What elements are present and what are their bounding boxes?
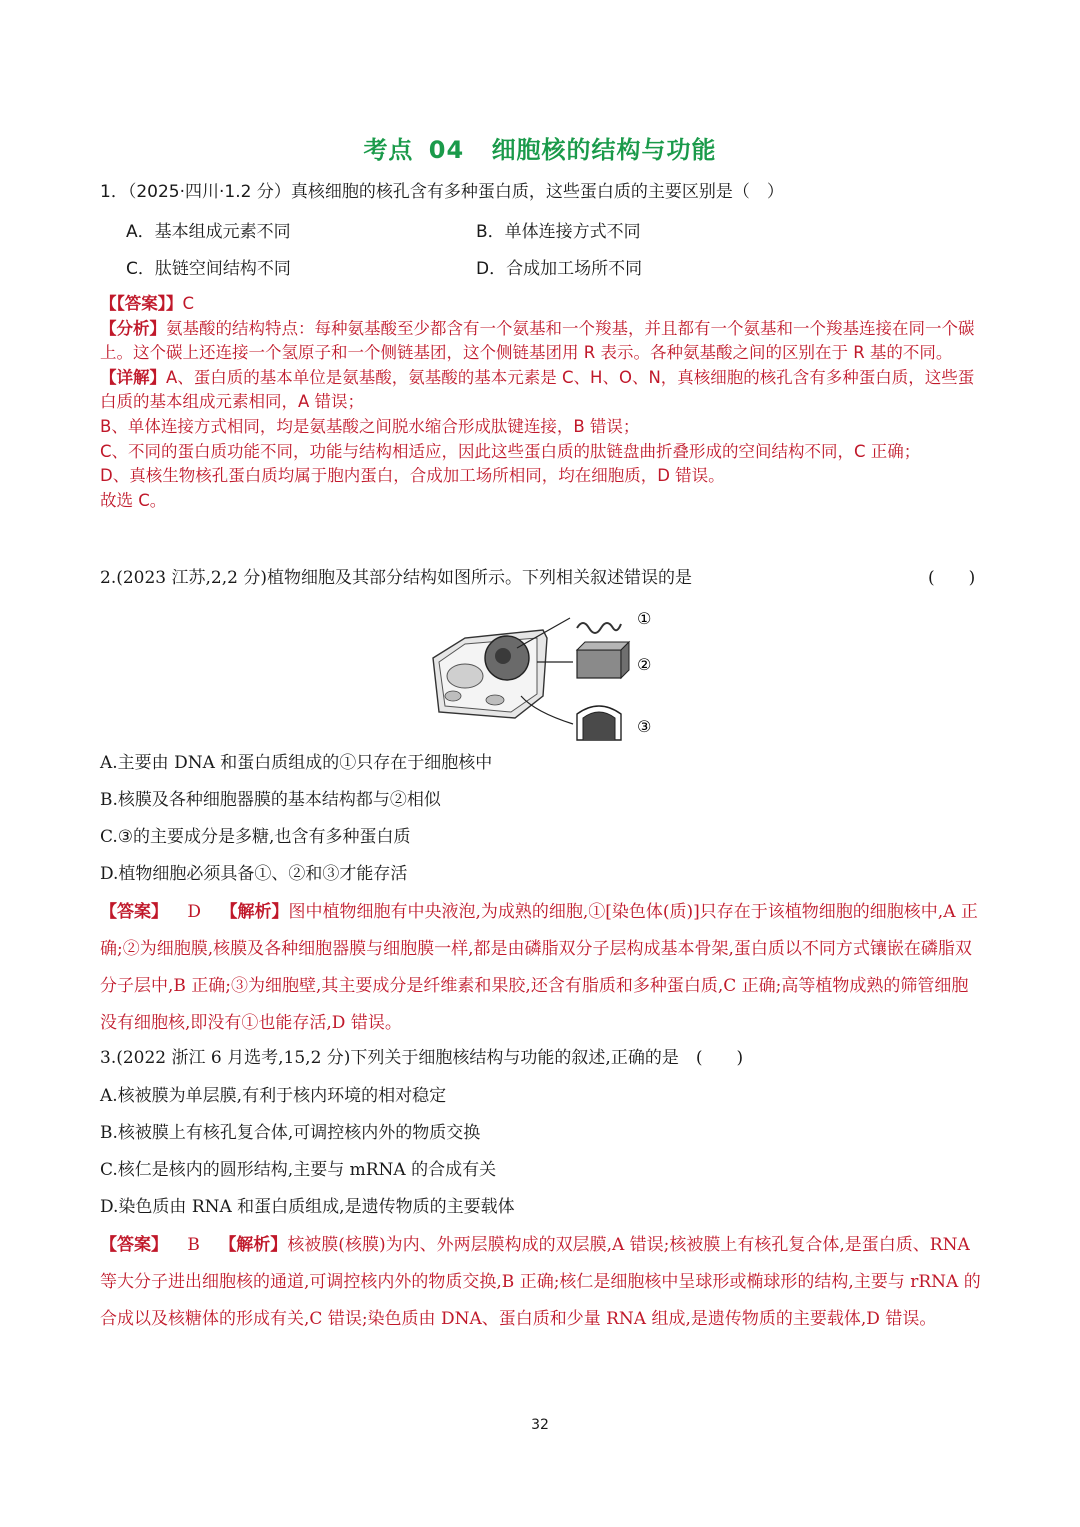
- q2-stem-text: 2.(2023 江苏,2,2 分)植物细胞及其部分结构如图所示。下列相关叙述错误的是: [100, 568, 692, 588]
- title-prefix: 考点: [363, 136, 414, 164]
- membrane-top: [577, 642, 629, 650]
- q3-answer-label: 【答案】: [100, 1235, 168, 1255]
- q2-answer-value: D: [187, 902, 202, 922]
- figure-label-2: ②: [637, 655, 652, 674]
- q2-answer-paren: ( ): [928, 568, 976, 588]
- q1-analysis-text: 氨基酸的结构特点：每种氨基酸至少都含有一个氨基和一个羧基，并且都有一个氨基和一个羧基连接在同一个碳上。这个碳上还连接一个氢原子和一个侧链基团，这个侧链基团用 R 表示。各种氨基酸之间的区别在于 R 基的不同。: [100, 318, 975, 363]
- figure-label-1: ①: [637, 609, 652, 628]
- question-2-options: [100, 745, 492, 893]
- q3-option-a: A.核被膜为单层膜,有利于核内环境的相对稳定: [100, 1086, 447, 1106]
- q1-detail-b: B、单体连接方式相同，均是氨基酸之间脱水缩合形成肽键连接，B 错误；: [100, 416, 640, 436]
- q1-answer-value: C: [182, 294, 195, 313]
- q1-analysis: [100, 317, 984, 366]
- q1-answer-line: [100, 292, 984, 317]
- q1-detail-line-1: [100, 366, 984, 415]
- q1-detail-c: C、不同的蛋白质功能不同，功能与结构相适应，因此这些蛋白质的肽链盘曲折叠形成的空间结构不同，C 正确；: [100, 441, 921, 461]
- q3-option-d: D.染色质由 RNA 和蛋白质组成,是遗传物质的主要载体: [100, 1197, 515, 1217]
- q1-detail-d: D、真核生物核孔蛋白质均属于胞内蛋白，合成加工场所相同，均在细胞质，D 错误。: [100, 466, 725, 486]
- page-number: 32: [531, 1417, 549, 1433]
- q3-answer-value: B: [187, 1235, 200, 1255]
- chloroplast-shape: [445, 691, 461, 701]
- vacuole-shape: [447, 664, 483, 688]
- q1-option-a: A．基本组成元素不同: [126, 222, 291, 242]
- q1-option-b: B．单体连接方式不同: [476, 222, 641, 242]
- q1-analysis-label: 【分析】: [100, 318, 166, 338]
- q3-option-b: B.核被膜上有核孔复合体,可调控核内外的物质交换: [100, 1123, 481, 1143]
- plant-cell-illustration: [425, 600, 665, 745]
- question-3-stem: 3.(2022 浙江 6 月选考,15,2 分)下列关于细胞核结构与功能的叙述,正确的是 ( ): [100, 1048, 744, 1068]
- q3-option-c: C.核仁是核内的圆形结构,主要与 mRNA 的合成有关: [100, 1160, 497, 1180]
- q2-option-b: B.核膜及各种细胞器膜的基本结构都与②相似: [100, 790, 441, 810]
- question-1-solution: [100, 292, 984, 513]
- q2-option-a: A.主要由 DNA 和蛋白质组成的①只存在于细胞核中: [100, 753, 493, 773]
- q2-option-c: C.③的主要成分是多糖,也含有多种蛋白质: [100, 827, 411, 847]
- plant-cell-figure: [425, 600, 665, 745]
- q3-explain-label: 【解析】: [219, 1235, 288, 1255]
- chloroplast-shape: [486, 695, 504, 705]
- q1-option-c: C．肽链空间结构不同: [126, 259, 291, 279]
- question-3-solution: [100, 1227, 984, 1338]
- title-number: 04: [428, 136, 465, 164]
- q2-option-d: D.植物细胞必须具备①、②和③才能存活: [100, 864, 408, 884]
- chromatin-structure: [577, 623, 621, 633]
- question-3-options: [100, 1078, 515, 1226]
- q1-detail-label: 【详解】: [100, 367, 166, 387]
- membrane-structure: [577, 650, 621, 678]
- q1-conclusion: 故选 C。: [100, 490, 167, 510]
- question-1-stem: 1．（2025·四川·1.2 分）真核细胞的核孔含有多种蛋白质，这些蛋白质的主要区别是（ ）: [100, 182, 784, 202]
- question-2-solution: [100, 894, 984, 1042]
- q2-explain-text: 图中植物细胞有中央液泡,为成熟的细胞,①[染色体(质)]只存在于该植物细胞的细胞核中,A 正确;②为细胞膜,核膜及各种细胞器膜与细胞膜一样,都是由磷脂双分子层构成基本骨架,蛋白质以不同方式镶嵌在磷脂双分子层中,B 正确;③为细胞壁,其主要成分是纤维素和果胶,还含有脂质和多种蛋白质,C 正确;高等植物成熟的筛管细胞没有细胞核,即没有①也能存活,D 错误。: [100, 902, 978, 1033]
- figure-label-3: ③: [637, 717, 652, 736]
- q1-option-d: D．合成加工场所不同: [476, 259, 643, 279]
- title-text: 细胞核的结构与功能: [491, 136, 717, 164]
- q3-explain-text: 核被膜(核膜)为内、外两层膜构成的双层膜,A 错误;核被膜上有核孔复合体,是蛋白质、RNA 等大分子进出细胞核的通道,可调控核内外的物质交换,B 正确;核仁是细胞核中呈球形或椭球形的结构,主要与 rRNA 的合成以及核糖体的形成有关,C 错误;染色质由 DNA、蛋白质和少量 RNA 组成,是遗传物质的主要载体,D 错误。: [100, 1235, 981, 1329]
- q1-detail-a: A、蛋白质的基本单位是氨基酸，氨基酸的基本元素是 C、H、O、N，真核细胞的核孔含有多种蛋白质，这些蛋白质的基本组成元素相同，A 错误；: [100, 367, 975, 412]
- nucleolus-shape: [495, 648, 511, 664]
- cell-wall-inner: [583, 712, 615, 740]
- page-title: [0, 130, 1080, 165]
- question-1-options: [126, 211, 886, 285]
- q2-explain-label: 【解析】: [220, 902, 289, 922]
- question-2-stem: [100, 563, 980, 588]
- q1-answer-label: 【【答案】】: [100, 294, 183, 313]
- q2-answer-label: 【答案】: [100, 902, 168, 922]
